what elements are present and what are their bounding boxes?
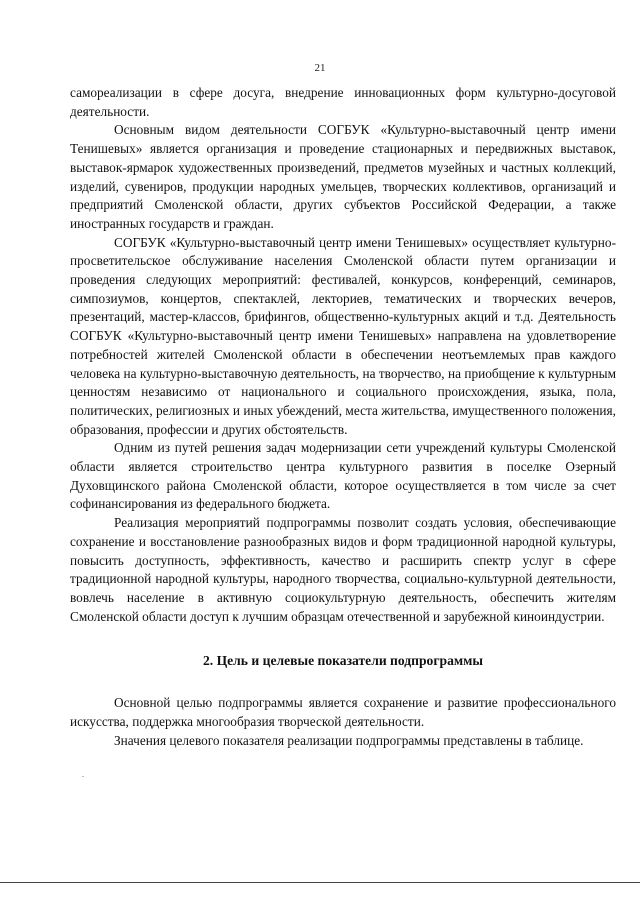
- paragraph-target-values: Значения целевого показателя реализации подпрограммы представлены в таблице.: [114, 732, 584, 748]
- paragraph-continuation: самореализации в сфере досуга, внедрение инновационных форм культурно-досуговой деятельности.: [70, 85, 616, 119]
- scan-speck: [82, 776, 84, 777]
- paragraph-main-activity: Основным видом деятельности СОГБУК «Культурно-выставочный центр имени Тенишевых» является организация и проведение стационарных и передвижных выставок, выставок-ярмарок художественных произведений, предметов музейных и частных коллекций, изделий, сувениров, продукции народных умельцев, творческих коллективов, организаций и предприятий Смоленской области, других субъектов Российской Федерации, а также иностранных государств и граждан.: [70, 122, 616, 231]
- paragraph-cultural-services: СОГБУК «Культурно-выставочный центр имени Тенишевых» осуществляет культурно-просветительское обслуживание населения Смоленской области путем организации и проведения следующих мероприятий: фестивалей, конкурсов, конференций, семинаров, симпозиумов, концертов, спектаклей, лекториев, тематических и творческих вечеров, презентаций, мастер-классов, брифингов, общественно-культурных акций и т.д. Деятельность СОГБУК «Культурно-выставочный центр имени Тенишевых» направлена на удовлетворение потребностей жителей Смоленской области в обеспечении неотъемлемых прав каждого человека на культурно-выставочную деятельность, на творчество, на приобщение к культурным ценностям независимо от национального и социального происхождения, языка, пола, политических, религиозных и иных убеждений, места жительства, имущественного положения, образования, профессии и других обстоятельств.: [70, 234, 616, 437]
- section-heading: 2. Цель и целевые показатели подпрограммы: [202, 653, 484, 669]
- page-number: 21: [314, 62, 326, 74]
- bottom-edge-line: [0, 882, 640, 883]
- paragraph-modernization: Одним из путей решения задач модернизации сети учреждений культуры Смоленской области является строительство центра культурного развития в поселке Озерный Духовщинского района Смоленской области, которое осуществляется в том числе за счет софинансирования из федерального бюджета.: [70, 440, 616, 512]
- paragraph-implementation: Реализация мероприятий подпрограммы позволит создать условия, обеспечивающие сохранение и восстановление разнообразных видов и форм традиционной народной культуры, повысить доступность, эффективность, качество и расширить спектр услуг в сфере традиционной народной культуры, народного творчества, социально-культурной деятельности, вовлечь население в активную социокультурную деятельность, обеспечить жителям Смоленской области доступ к лучшим образцам отечественной и зарубежной киноиндустрии.: [70, 515, 616, 624]
- document-body: [70, 84, 616, 751]
- paragraph-goal: Основной целью подпрограммы является сохранение и развитие профессионального искусства, поддержка многообразия творческой деятельности.: [70, 695, 616, 730]
